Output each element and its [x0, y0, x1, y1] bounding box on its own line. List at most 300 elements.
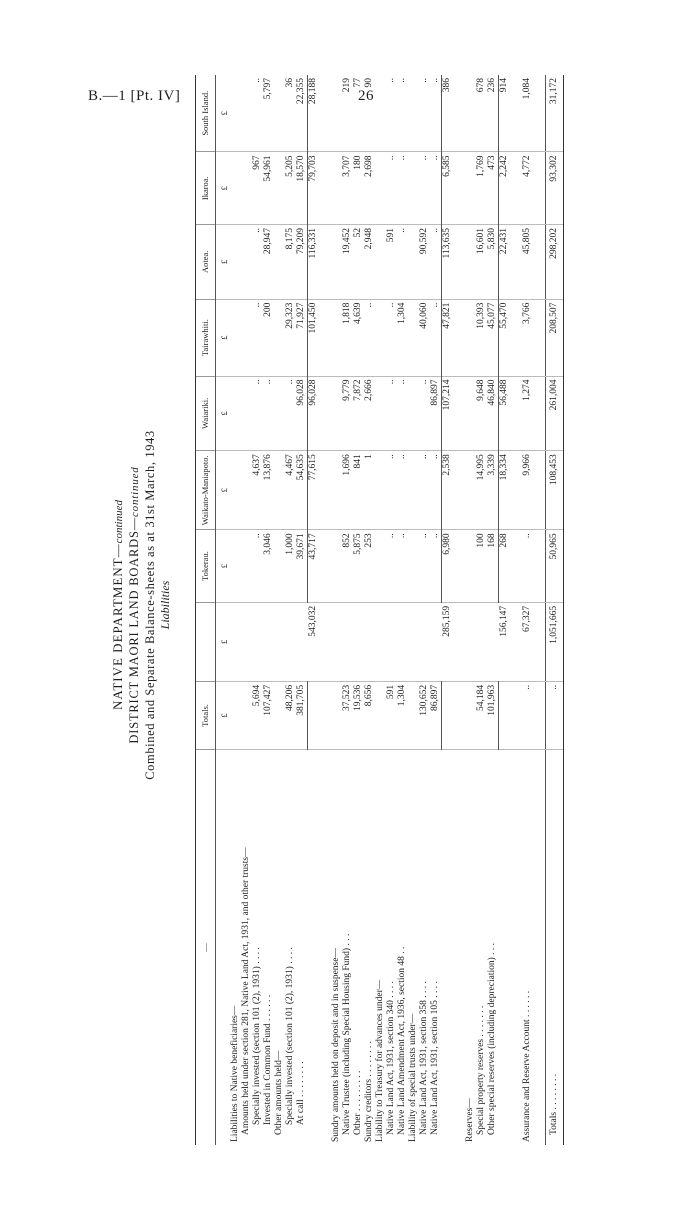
cell-value: [241, 299, 252, 376]
table-row: [263, 75, 274, 1145]
cell-value: [331, 224, 342, 299]
column-header: —: [196, 750, 216, 1145]
cell-value: 22,431: [499, 224, 511, 299]
cell-value: [465, 152, 476, 225]
cell-value: [274, 376, 285, 451]
spacer-cell: [510, 530, 522, 603]
row-label: Native Land Amendment Act, 1936, section 48 . .: [397, 946, 407, 1135]
spacer-cell: [319, 451, 331, 530]
cell-value: [230, 376, 241, 451]
cell-value: [241, 530, 252, 603]
column-header: Ikaroa.: [196, 152, 216, 225]
cell-value: 543,032: [308, 602, 320, 681]
cell-value: [375, 152, 386, 225]
cell-value: 116,331: [308, 224, 320, 299]
cell-value: [375, 75, 386, 152]
spacer-cell: [453, 152, 465, 225]
column-header: Waiariki.: [196, 376, 216, 451]
cell-value: ..: [397, 451, 408, 530]
balance-sheet-table: [195, 75, 564, 1145]
cell-value: [274, 530, 285, 603]
cell-value: 1,084: [522, 75, 533, 152]
spacer-cell: [319, 224, 331, 299]
table-row: [397, 75, 408, 1145]
spacer-cell: [319, 681, 331, 749]
table-row: [308, 75, 320, 1145]
cell-value: 967: [252, 152, 263, 225]
spacer-cell: [453, 530, 465, 603]
cell-value: 9,648: [476, 376, 487, 451]
cell-value: [230, 530, 241, 603]
cell-value: [230, 152, 241, 225]
cell-value: [252, 602, 263, 681]
spacer-cell: [319, 376, 331, 451]
cell-value: 1,769: [476, 152, 487, 225]
spacer-cell: [453, 299, 465, 376]
cell-value: 4,637: [252, 451, 263, 530]
cell-value: [274, 602, 285, 681]
cell-value: ..: [285, 376, 296, 451]
page-number: 26: [358, 88, 374, 104]
cell-value: 90: [364, 75, 375, 152]
cell-value: ..: [252, 75, 263, 152]
spacer-cell: [533, 75, 546, 152]
cell-value: [375, 299, 386, 376]
row-label: Liabilities to Native beneficiaries—: [230, 1005, 240, 1142]
table-row: [342, 75, 353, 1145]
cell-value: 381,705: [296, 681, 308, 749]
cell-value: 5,694: [252, 681, 263, 749]
cell-value: 8,656: [364, 681, 375, 749]
row-label: Special property reserves . . . . . . .: [476, 1005, 486, 1135]
cell-value: 200: [263, 299, 274, 376]
cell-value: 9,966: [522, 451, 533, 530]
row-label: Native Land Act, 1931, section 105 . . . .: [430, 981, 440, 1135]
table-row: [465, 75, 476, 1145]
table-row: [430, 75, 442, 1145]
totals-value: 261,004: [546, 376, 564, 451]
totals-value: 208,507: [546, 299, 564, 376]
cell-value: [375, 224, 386, 299]
totals-value: 31,172: [546, 75, 564, 152]
cell-value: [408, 451, 419, 530]
cell-value: 1,304: [397, 299, 408, 376]
cell-value: [408, 152, 419, 225]
cell-value: 52: [353, 224, 364, 299]
cell-value: 8,175: [285, 224, 296, 299]
table-row: [386, 75, 397, 1145]
cell-value: 54,635: [296, 451, 308, 530]
cell-value: [375, 530, 386, 603]
cell-value: [375, 451, 386, 530]
spacer-cell: [533, 376, 546, 451]
cell-value: ..: [430, 75, 442, 152]
cell-value: 1,696: [342, 451, 353, 530]
row-label: Native Land Act, 1931, section 358 . . . .: [419, 981, 429, 1135]
table-row: [241, 75, 252, 1145]
cell-value: 2,242: [499, 152, 511, 225]
column-header: Tokerau.: [196, 530, 216, 603]
cell-value: 591: [386, 681, 397, 749]
cell-value: [241, 602, 252, 681]
cell-value: ..: [252, 299, 263, 376]
table-row: [285, 75, 296, 1145]
totals-label: Totals . . . . . . . .: [546, 750, 564, 1145]
cell-value: 19,536: [353, 681, 364, 749]
cell-value: ..: [419, 530, 430, 603]
row-label: Invested in Common Fund . . . . . .: [263, 994, 273, 1125]
cell-value: 1,000: [285, 530, 296, 603]
cell-value: 219: [342, 75, 353, 152]
column-header-row: [196, 75, 216, 1145]
cell-value: [241, 75, 252, 152]
cell-value: [465, 224, 476, 299]
cell-value: 79,703: [308, 152, 320, 225]
cell-value: 67,327: [522, 602, 533, 681]
cell-value: [241, 451, 252, 530]
currency-symbol: £: [216, 75, 231, 152]
spacer-cell: [533, 602, 546, 681]
cell-value: 47,821: [442, 299, 454, 376]
spacer-cell: [533, 681, 546, 749]
table-row: [375, 75, 386, 1145]
totals-row: [546, 75, 564, 1145]
cell-value: ..: [430, 530, 442, 603]
cell-value: [230, 299, 241, 376]
cell-value: 3,766: [522, 299, 533, 376]
cell-value: 86,897: [430, 376, 442, 451]
cell-value: ..: [430, 224, 442, 299]
cell-value: [331, 75, 342, 152]
cell-value: 9,779: [342, 376, 353, 451]
cell-value: [331, 152, 342, 225]
cell-value: [386, 602, 397, 681]
cell-value: 5,205: [285, 152, 296, 225]
row-label: Native Land Act, 1931, section 340 . . . .: [386, 981, 396, 1135]
cell-value: [375, 602, 386, 681]
column-header: [196, 602, 216, 681]
row-label: At call . . . . . . . .: [296, 1061, 306, 1125]
spacer-cell: [453, 224, 465, 299]
column-header: Aotea.: [196, 224, 216, 299]
currency-symbol: £: [216, 376, 231, 451]
cell-value: ..: [386, 299, 397, 376]
currency-symbol: £: [216, 299, 231, 376]
spacer-cell: [453, 75, 465, 152]
cell-value: [331, 602, 342, 681]
cell-value: ..: [397, 224, 408, 299]
table-row: [499, 75, 511, 1145]
cell-value: 77: [353, 75, 364, 152]
cell-value: 852: [342, 530, 353, 603]
row-label: [499, 750, 511, 1145]
cell-value: [274, 681, 285, 749]
cell-value: 18,570: [296, 152, 308, 225]
cell-value: [331, 299, 342, 376]
cell-value: 1,274: [522, 376, 533, 451]
cell-value: [241, 224, 252, 299]
title-block: [110, 40, 173, 1170]
cell-value: [230, 681, 241, 749]
table-row: [442, 75, 454, 1145]
cell-value: 5,875: [353, 530, 364, 603]
table-row: [419, 75, 430, 1145]
table-row: [274, 75, 285, 1145]
spacer-cell: [319, 530, 331, 603]
totals-value: 298,202: [546, 224, 564, 299]
currency-symbol: £: [216, 602, 231, 681]
cell-value: [408, 224, 419, 299]
cell-value: [296, 602, 308, 681]
spacer-row: [533, 75, 546, 1145]
spacer-cell: [533, 750, 546, 1145]
totals-value: 93,302: [546, 152, 564, 225]
currency-symbol: £: [216, 152, 231, 225]
cell-value: [408, 75, 419, 152]
cell-value: 473: [487, 152, 499, 225]
spacer-cell: [453, 451, 465, 530]
spacer-cell: [510, 602, 522, 681]
cell-value: 54,961: [263, 152, 274, 225]
spacer-cell: [533, 451, 546, 530]
row-label: Amounts held under section 281, Native Land Act, 1931, and other trusts—: [241, 847, 251, 1135]
cell-value: 56,488: [499, 376, 511, 451]
spacer-cell: [319, 75, 331, 152]
currency-symbol: £: [216, 530, 231, 603]
spacer-cell: [510, 224, 522, 299]
cell-value: ..: [419, 152, 430, 225]
cell-value: 28,947: [263, 224, 274, 299]
cell-value: 14,995: [476, 451, 487, 530]
cell-value: ..: [386, 530, 397, 603]
cell-value: 6,585: [442, 152, 454, 225]
cell-value: 268: [499, 530, 511, 603]
spacer-cell: [533, 530, 546, 603]
department-title: NATIVE DEPARTMENT—continued: [110, 500, 125, 710]
row-label: Reserves—: [465, 1098, 475, 1142]
cell-value: 43,717: [308, 530, 320, 603]
table-row: [230, 75, 241, 1145]
cell-value: 3,339: [487, 451, 499, 530]
cell-value: [364, 602, 375, 681]
row-label: Specially invested (section 101 (2), 1931) . . . .: [285, 947, 295, 1125]
cell-value: 4,467: [285, 451, 296, 530]
cell-value: [241, 152, 252, 225]
cell-value: [274, 451, 285, 530]
cell-value: [408, 530, 419, 603]
cell-value: [285, 602, 296, 681]
cell-value: 130,652: [419, 681, 430, 749]
row-label: [442, 750, 454, 1145]
cell-value: ..: [430, 152, 442, 225]
cell-value: 1,818: [342, 299, 353, 376]
spacer-cell: [319, 750, 331, 1145]
cell-value: 101,450: [308, 299, 320, 376]
spacer-cell: [510, 152, 522, 225]
row-label: Liability to Treasury for advances under—: [375, 979, 385, 1142]
cell-value: [230, 602, 241, 681]
cell-value: [408, 602, 419, 681]
cell-value: 55,470: [499, 299, 511, 376]
cell-value: ..: [430, 299, 442, 376]
spacer-cell: [319, 299, 331, 376]
cell-value: 90,592: [419, 224, 430, 299]
cell-value: 107,214: [442, 376, 454, 451]
currency-symbol: £: [216, 451, 231, 530]
table-row: [296, 75, 308, 1145]
cell-value: 96,028: [296, 376, 308, 451]
cell-value: 10,393: [476, 299, 487, 376]
cell-value: [465, 681, 476, 749]
spacer-cell: [319, 152, 331, 225]
cell-value: 236: [487, 75, 499, 152]
cell-value: 113,635: [442, 224, 454, 299]
spacer-cell: [510, 750, 522, 1145]
totals-value: 108,453: [546, 451, 564, 530]
cell-value: [408, 299, 419, 376]
cell-value: [342, 602, 353, 681]
cell-value: 180: [353, 152, 364, 225]
cell-value: ..: [397, 75, 408, 152]
row-label: Other . . . . . . . . .: [353, 1070, 363, 1135]
currency-symbol: £: [216, 224, 231, 299]
cell-value: ..: [386, 152, 397, 225]
cell-value: 285,159: [442, 602, 454, 681]
cell-value: [308, 681, 320, 749]
spacer-cell: [510, 376, 522, 451]
cell-value: 4,772: [522, 152, 533, 225]
cell-value: [408, 376, 419, 451]
cell-value: [274, 224, 285, 299]
cell-value: [331, 451, 342, 530]
row-label: [216, 750, 231, 1145]
row-label: Liability of special trusts under—: [408, 1013, 418, 1142]
spacer-cell: [510, 451, 522, 530]
cell-value: 7,872: [353, 376, 364, 451]
cell-value: 841: [353, 451, 364, 530]
row-label: Assurance and Reserve Account . . . . . .: [522, 990, 532, 1142]
cell-value: 45,077: [487, 299, 499, 376]
cell-value: ..: [386, 376, 397, 451]
cell-value: 591: [386, 224, 397, 299]
cell-value: 96,028: [308, 376, 320, 451]
cell-value: ..: [419, 376, 430, 451]
currency-symbol: £: [216, 681, 231, 749]
spacer-cell: [453, 602, 465, 681]
spacer-cell: [319, 602, 331, 681]
totals-value: 50,965: [546, 530, 564, 603]
cell-value: 6,980: [442, 530, 454, 603]
table-row: [487, 75, 499, 1145]
cell-value: [465, 602, 476, 681]
cell-value: [476, 602, 487, 681]
cell-value: ..: [263, 376, 274, 451]
balance-sheet-title: Combined and Separate Balance-sheets as at 31st March, 1943: [143, 430, 157, 780]
cell-value: [465, 530, 476, 603]
cell-value: 1: [364, 451, 375, 530]
cell-value: 19,452: [342, 224, 353, 299]
cell-value: 13,876: [263, 451, 274, 530]
cell-value: 107,427: [263, 681, 274, 749]
cell-value: [241, 681, 252, 749]
cell-value: 86,897: [430, 681, 442, 749]
table-row: [353, 75, 364, 1145]
cell-value: ..: [386, 75, 397, 152]
cell-value: [230, 75, 241, 152]
spacer-cell: [510, 299, 522, 376]
cell-value: [408, 681, 419, 749]
cell-value: 1,304: [397, 681, 408, 749]
spacer-cell: [533, 152, 546, 225]
cell-value: 386: [442, 75, 454, 152]
cell-value: ..: [419, 75, 430, 152]
cell-value: ..: [522, 681, 533, 749]
cell-value: 4,639: [353, 299, 364, 376]
row-label: Sundry amounts held on deposit and in suspense—: [331, 948, 341, 1142]
cell-value: ..: [397, 530, 408, 603]
table-row: [364, 75, 375, 1145]
cell-value: [331, 530, 342, 603]
cell-value: 28,188: [308, 75, 320, 152]
spacer-cell: [453, 376, 465, 451]
cell-value: [230, 451, 241, 530]
cell-value: ..: [252, 376, 263, 451]
cell-value: [241, 376, 252, 451]
cell-value: [274, 299, 285, 376]
table-row: [522, 75, 533, 1145]
column-header: Waikato-Maniapoto.: [196, 451, 216, 530]
spacer-cell: [510, 681, 522, 749]
boards-title: DISTRICT MAORI LAND BOARDS—continued: [127, 466, 141, 744]
cell-value: 253: [364, 530, 375, 603]
cell-value: 22,355: [296, 75, 308, 152]
cell-value: 79,209: [296, 224, 308, 299]
cell-value: ..: [386, 451, 397, 530]
cell-value: ..: [397, 152, 408, 225]
cell-value: 101,963: [487, 681, 499, 749]
row-label: Other special reserves (including depreciation) . . .: [487, 942, 497, 1135]
table-row: [408, 75, 419, 1145]
cell-value: [499, 681, 511, 749]
cell-value: 914: [499, 75, 511, 152]
cell-value: 2,698: [364, 152, 375, 225]
row-label: Sundry creditors . . . . . . . .: [364, 1040, 374, 1142]
column-header: South Island.: [196, 75, 216, 152]
cell-value: [375, 681, 386, 749]
table-row: [331, 75, 342, 1145]
spacer-cell: [453, 681, 465, 749]
cell-value: 3,046: [263, 530, 274, 603]
cell-value: 156,147: [499, 602, 511, 681]
cell-value: [487, 602, 499, 681]
table-row: [252, 75, 263, 1145]
rotated-page-content: [110, 40, 690, 1170]
cell-value: 168: [487, 530, 499, 603]
cell-value: 100: [476, 530, 487, 603]
cell-value: 46,840: [487, 376, 499, 451]
cell-value: 54,184: [476, 681, 487, 749]
cell-value: 48,206: [285, 681, 296, 749]
cell-value: 37,523: [342, 681, 353, 749]
cell-value: 77,615: [308, 451, 320, 530]
cell-value: 2,666: [364, 376, 375, 451]
cell-value: [442, 681, 454, 749]
cell-value: 45,805: [522, 224, 533, 299]
row-label: Other amounts held—: [274, 1050, 284, 1135]
cell-value: 5,797: [263, 75, 274, 152]
cell-value: [419, 602, 430, 681]
spacer-cell: [533, 299, 546, 376]
